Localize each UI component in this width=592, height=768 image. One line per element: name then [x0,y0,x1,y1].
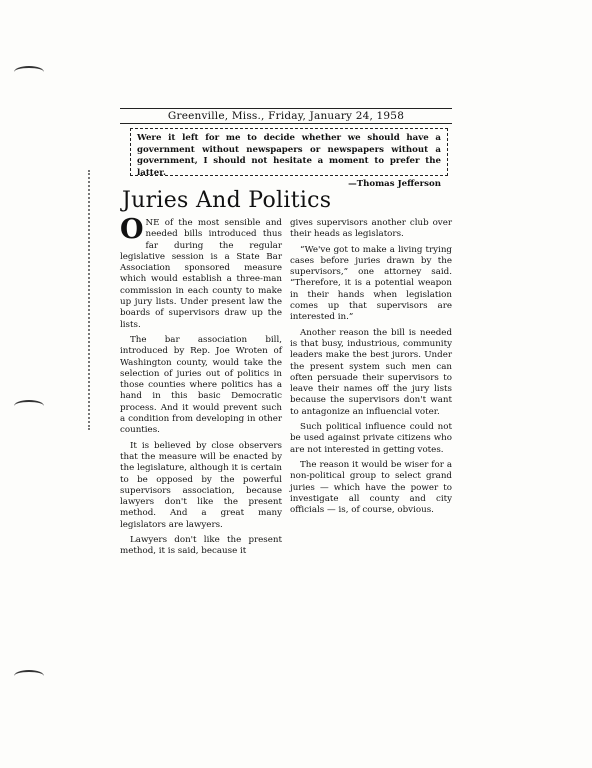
article-paragraph: The reason it would be wiser for a non-political group to select grand juries — which have the power to investigate all county and city officials — is, of course, obvious. [290,459,452,516]
article-paragraph: Another reason the bill is needed is that busy, industrious, community leaders make the best jurors. Under the present system such men can often persuade their supervisors to leave their names off the jury lists because the supervisors don't want to antagonize an influencial voter. [290,327,452,417]
margin-dots [88,170,94,430]
article-paragraph: Such political influence could not be used against private citizens who are not interested in getting votes. [290,422,452,455]
article-headline: Juries And Politics [122,188,332,213]
article-paragraph: Lawyers don't like the present method, it is said, because it [120,535,282,557]
drop-cap: O [120,214,144,245]
article-paragraph: “We've got to make a living trying cases before juries drawn by the supervisors,” one attorney said. “Therefore, it is a potential weapon in their hands when legislation comes up that supervisors are interested in.” [290,244,452,323]
article-paragraph: The bar association bill, introduced by Rep. Joe Wroten of Washington county, would take the selection of juries out of politics in those counties where politics has a hand in this basic Democratic process. And it would prevent such a condition from developing in other counties. [120,334,282,436]
punch-mark [14,66,44,78]
article-paragraph: It is believed by close observers that the measure will be enacted by the legislature, although it is certain to be opposed by the powerful supervisors association, because lawyers don't like the present method. And a great many legislators are lawyers. [120,440,282,530]
dateline: Greenville, Miss., Friday, January 24, 1958 [120,108,452,124]
article-paragraph: gives supervisors another club over their heads as legislators. [290,218,452,240]
article-paragraph: ONE of the most sensible and needed bills introduced thus far during the regular legislative session is a State Bar Association sponsored measure which would establish a three-man commission in each county to make up jury lists. Under present law the boards of supervisors draw up the lists. [120,214,282,330]
jefferson-quote-box [130,128,448,189]
quote-text: Were it left for me to decide whether we should have a government without newspapers or newspapers without a government, I should not hesitate a moment to prefer the latter. [137,133,441,178]
punch-mark [14,400,44,412]
article-column-left [120,214,282,562]
punch-mark [14,670,44,682]
article-column-right [290,218,452,520]
quote-attribution: —Thomas Jefferson [348,179,441,189]
